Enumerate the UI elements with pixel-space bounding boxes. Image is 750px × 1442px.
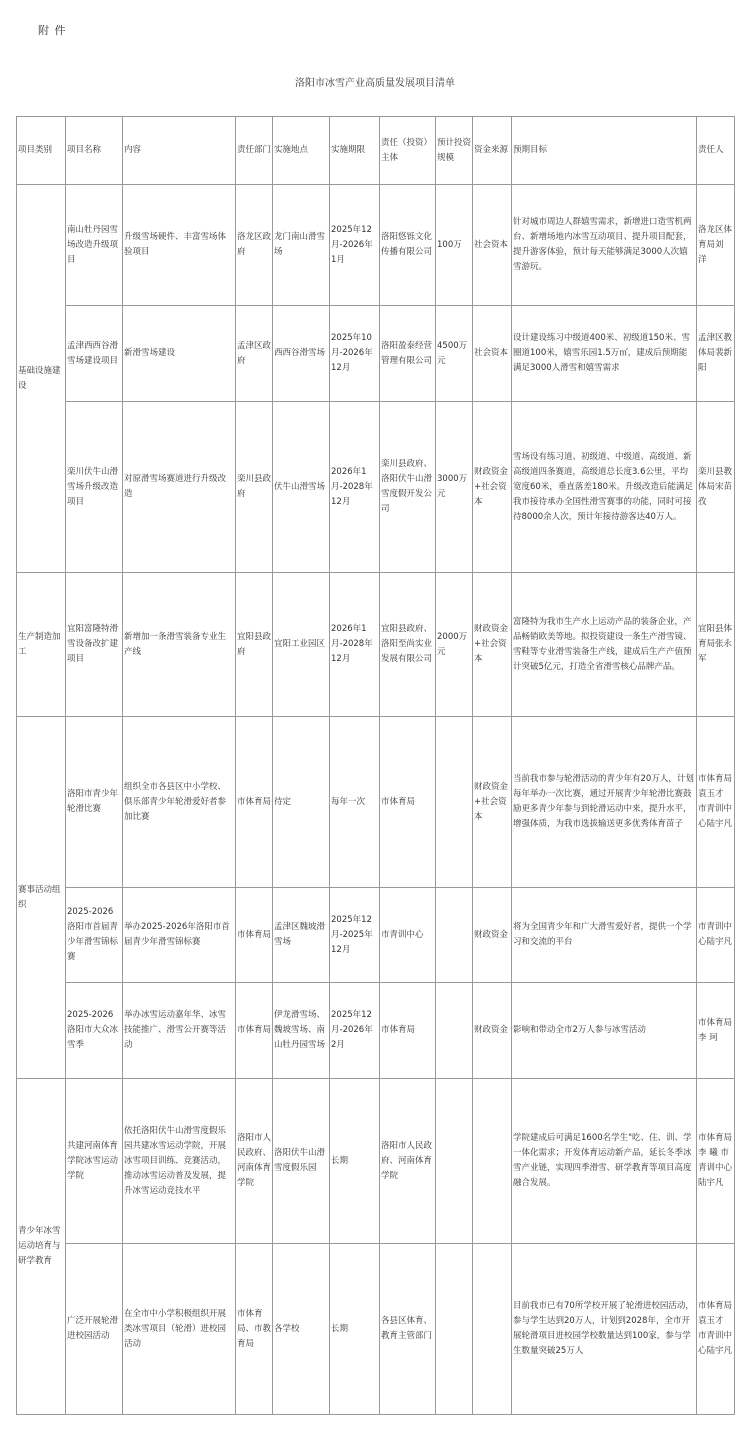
col-funding: 资金来源 bbox=[473, 117, 512, 185]
cell-investment bbox=[436, 983, 473, 1079]
cell-content: 举办2025-2026年洛阳市首届青少年滑雪锦标赛 bbox=[123, 888, 236, 983]
col-location: 实施地点 bbox=[273, 117, 330, 185]
cell-subject: 洛阳市人民政府、河南体育学院 bbox=[380, 1079, 436, 1244]
cell-period: 2025年10月-2026年12月 bbox=[330, 306, 380, 402]
table-row bbox=[17, 402, 735, 573]
table-row bbox=[17, 1079, 735, 1244]
cell-dept: 洛阳市人民政府、河南体育学院 bbox=[236, 1079, 273, 1244]
cell-funding bbox=[473, 1079, 512, 1244]
category-cell: 基础设施建设 bbox=[17, 185, 66, 573]
cell-funding: 财政资金+社会资本 bbox=[473, 402, 512, 573]
col-category: 项目类别 bbox=[17, 117, 66, 185]
attachment-label: 附 件 bbox=[38, 24, 67, 37]
cell-content: 新滑雪场建设 bbox=[123, 306, 236, 402]
cell-person: 市体育局袁玉才 市青训中心陆宇凡 bbox=[697, 717, 735, 888]
cell-goal: 针对城市周边人群嬉雪需求，新增进口造雪机两台、新增场地内冰雪互动项目、提升项目配套，提升游客体验，预计每天能够满足3000人次嬉雪游玩。 bbox=[512, 185, 697, 306]
cell-period: 2026年1月-2028年12月 bbox=[330, 573, 380, 717]
cell-goal: 影响和带动全市2万人参与冰雪活动 bbox=[512, 983, 697, 1079]
cell-person: 市体育局李 珂 bbox=[697, 983, 735, 1079]
cell-goal: 设计建设练习中级道400米、初级道150米、雪圈道100米，嬉雪乐园1.5万㎡，建成后预期能满足3000人滑雪和嬉雪需求 bbox=[512, 306, 697, 402]
cell-period: 2025年12月-2026年2月 bbox=[330, 983, 380, 1079]
col-dept: 责任部门 bbox=[236, 117, 273, 185]
cell-goal: 将为全国青少年和广大滑雪爱好者，提供一个学习和交流的平台 bbox=[512, 888, 697, 983]
table-row bbox=[17, 717, 735, 888]
table-row bbox=[17, 983, 735, 1079]
cell-investment bbox=[436, 888, 473, 983]
table-row bbox=[17, 306, 735, 402]
cell-funding: 财政资金+社会资本 bbox=[473, 717, 512, 888]
cell-person: 市体育局李 曦 市青训中心陆宇凡 bbox=[697, 1079, 735, 1244]
cell-name: 南山牡丹园雪场改造升级项目 bbox=[66, 185, 123, 306]
col-content: 内容 bbox=[123, 117, 236, 185]
cell-dept: 孟津区政府 bbox=[236, 306, 273, 402]
cell-period: 2026年1月-2028年12月 bbox=[330, 402, 380, 573]
col-period: 实施期限 bbox=[330, 117, 380, 185]
cell-goal: 当前我市参与轮滑活动的青少年有20万人，计划每年举办一次比赛，通过开展青少年轮滑比赛鼓励更多青少年参与到轮滑运动中来，提升水平，增强体质，为我市选拔输送更多优秀体育苗子 bbox=[512, 717, 697, 888]
cell-investment: 3000万元 bbox=[436, 402, 473, 573]
cell-investment: 2000万元 bbox=[436, 573, 473, 717]
category-cell: 赛事活动组织 bbox=[17, 717, 66, 1079]
cell-subject: 市青训中心 bbox=[380, 888, 436, 983]
cell-subject: 市体育局 bbox=[380, 983, 436, 1079]
cell-name: 栾川伏牛山滑雪场升级改造项目 bbox=[66, 402, 123, 573]
cell-content: 升级雪场硬件、丰富雪场体验项目 bbox=[123, 185, 236, 306]
cell-goal: 目前我市已有70所学校开展了轮滑进校园活动，参与学生达到20万人，计划到2028年，全市开展轮滑项目进校园学校数量达到100家，参与学生数量突破25万人 bbox=[512, 1244, 697, 1415]
cell-location: 洛阳伏牛山滑雪度假乐园 bbox=[273, 1079, 330, 1244]
cell-name: 宜阳富隆特滑雪设备改扩建项目 bbox=[66, 573, 123, 717]
cell-person: 洛龙区体育局刘 洋 bbox=[697, 185, 735, 306]
cell-dept: 栾川县政府 bbox=[236, 402, 273, 573]
cell-location: 伏牛山滑雪场 bbox=[273, 402, 330, 573]
cell-name: 孟津西西谷滑雪场建设项目 bbox=[66, 306, 123, 402]
cell-location: 西西谷滑雪场 bbox=[273, 306, 330, 402]
cell-subject: 宜阳县政府、洛阳至尚实业发展有限公司 bbox=[380, 573, 436, 717]
col-person: 责任人 bbox=[697, 117, 735, 185]
col-subject: 责任（投资）主体 bbox=[380, 117, 436, 185]
col-investment: 预计投资规模 bbox=[436, 117, 473, 185]
table-header-row bbox=[17, 117, 735, 185]
cell-dept: 市体育局 bbox=[236, 983, 273, 1079]
cell-content: 组织全市各县区中小学校、俱乐部青少年轮滑爱好者参加比赛 bbox=[123, 717, 236, 888]
table-row bbox=[17, 1244, 735, 1415]
cell-dept: 宜阳县政府 bbox=[236, 573, 273, 717]
cell-subject: 栾川县政府、洛阳伏牛山滑雪度假开发公司 bbox=[380, 402, 436, 573]
cell-person: 市体育局袁玉才 市青训中心陆宇凡 bbox=[697, 1244, 735, 1415]
cell-goal: 富隆特为我市生产水上运动产品的装备企业，产品畅销欧美等地。拟投资建设一条生产滑雪镜、雪鞋等专业滑雪装备生产线，建成后生产产值预计突破5亿元，打造全省滑雪核心品牌产品。 bbox=[512, 573, 697, 717]
cell-content: 新增加一条滑雪装备专业生产线 bbox=[123, 573, 236, 717]
cell-period: 2025年12月-2025年12月 bbox=[330, 888, 380, 983]
cell-location: 各学校 bbox=[273, 1244, 330, 1415]
cell-investment: 4500万元 bbox=[436, 306, 473, 402]
category-cell: 青少年冰雪运动培育与研学教育 bbox=[17, 1079, 66, 1415]
cell-location: 待定 bbox=[273, 717, 330, 888]
cell-person: 栾川县教体局宋苗孜 bbox=[697, 402, 735, 573]
cell-location: 伊龙滑雪场、魏坡雪场、南山牡丹园雪场 bbox=[273, 983, 330, 1079]
cell-person: 孟津区教体局裴新阳 bbox=[697, 306, 735, 402]
cell-funding: 社会资本 bbox=[473, 306, 512, 402]
cell-content: 依托洛阳伏牛山滑雪度假乐园共建冰雪运动学院，开展冰雪项目训练、竞赛活动，推动冰雪运动普及发展，提升冰雪运动竞技水平 bbox=[123, 1079, 236, 1244]
cell-goal: 雪场设有练习道、初级道、中级道、高级道、新高级道四条赛道，高级道总长度3.6公里，平均宽度60米，垂直落差180米。升级改造后能满足我市接待承办全国性滑雪赛事的功能，同时可接待8000余人次，预计年接待游客达40万人。 bbox=[512, 402, 697, 573]
cell-content: 在全市中小学积极组织开展类冰雪项目（轮滑）进校园活动 bbox=[123, 1244, 236, 1415]
cell-person: 宜阳县体育局张永军 bbox=[697, 573, 735, 717]
cell-name: 共建河南体育学院冰雪运动学院 bbox=[66, 1079, 123, 1244]
project-table bbox=[16, 116, 735, 1415]
cell-subject: 市体育局 bbox=[380, 717, 436, 888]
cell-investment bbox=[436, 1079, 473, 1244]
cell-location: 龙门南山滑雪场 bbox=[273, 185, 330, 306]
col-goal: 预期目标 bbox=[512, 117, 697, 185]
cell-investment bbox=[436, 1244, 473, 1415]
cell-content: 举办冰雪运动嘉年华、冰雪技能推广、滑雪公开赛等活动 bbox=[123, 983, 236, 1079]
cell-dept: 洛龙区政府 bbox=[236, 185, 273, 306]
cell-funding: 财政资金 bbox=[473, 888, 512, 983]
cell-name: 洛阳市青少年轮滑比赛 bbox=[66, 717, 123, 888]
cell-dept: 市体育局、市教育局 bbox=[236, 1244, 273, 1415]
cell-dept: 市体育局 bbox=[236, 717, 273, 888]
cell-name: 广泛开展轮滑进校园活动 bbox=[66, 1244, 123, 1415]
cell-dept: 市体育局 bbox=[236, 888, 273, 983]
table-row bbox=[17, 573, 735, 717]
cell-content: 对原滑雪场赛道进行升级改造 bbox=[123, 402, 236, 573]
cell-funding: 社会资本 bbox=[473, 185, 512, 306]
cell-subject: 各县区体育、教育主管部门 bbox=[380, 1244, 436, 1415]
cell-subject: 洛阳盈泰经营管理有限公司 bbox=[380, 306, 436, 402]
cell-period: 2025年12月-2026年1月 bbox=[330, 185, 380, 306]
cell-goal: 学院建成后可满足1600名学生"吃、住、训、学一体化需求；开发体育运动新产品，延长冬季冰雪产业链，实现四季滑雪、研学教育等项目高度融合发展。 bbox=[512, 1079, 697, 1244]
cell-location: 孟津区魏坡滑雪场 bbox=[273, 888, 330, 983]
cell-funding: 财政资金+社会资本 bbox=[473, 573, 512, 717]
cell-funding: 财政资金 bbox=[473, 983, 512, 1079]
cell-name: 2025-2026洛阳市大众冰雪季 bbox=[66, 983, 123, 1079]
cell-investment: 100万 bbox=[436, 185, 473, 306]
table-row bbox=[17, 888, 735, 983]
cell-person: 市青训中心陆宇凡 bbox=[697, 888, 735, 983]
category-cell: 生产制造加工 bbox=[17, 573, 66, 717]
cell-location: 宜阳工业园区 bbox=[273, 573, 330, 717]
cell-name: 2025-2026洛阳市首届青少年滑雪锦标赛 bbox=[66, 888, 123, 983]
document-title: 洛阳市冰雪产业高质量发展项目清单 bbox=[295, 78, 455, 89]
table-row bbox=[17, 185, 735, 306]
cell-period: 长期 bbox=[330, 1244, 380, 1415]
cell-investment bbox=[436, 717, 473, 888]
col-name: 项目名称 bbox=[66, 117, 123, 185]
cell-funding bbox=[473, 1244, 512, 1415]
cell-period: 长期 bbox=[330, 1079, 380, 1244]
cell-subject: 洛阳悠铄文化传播有限公司 bbox=[380, 185, 436, 306]
cell-period: 每年一次 bbox=[330, 717, 380, 888]
